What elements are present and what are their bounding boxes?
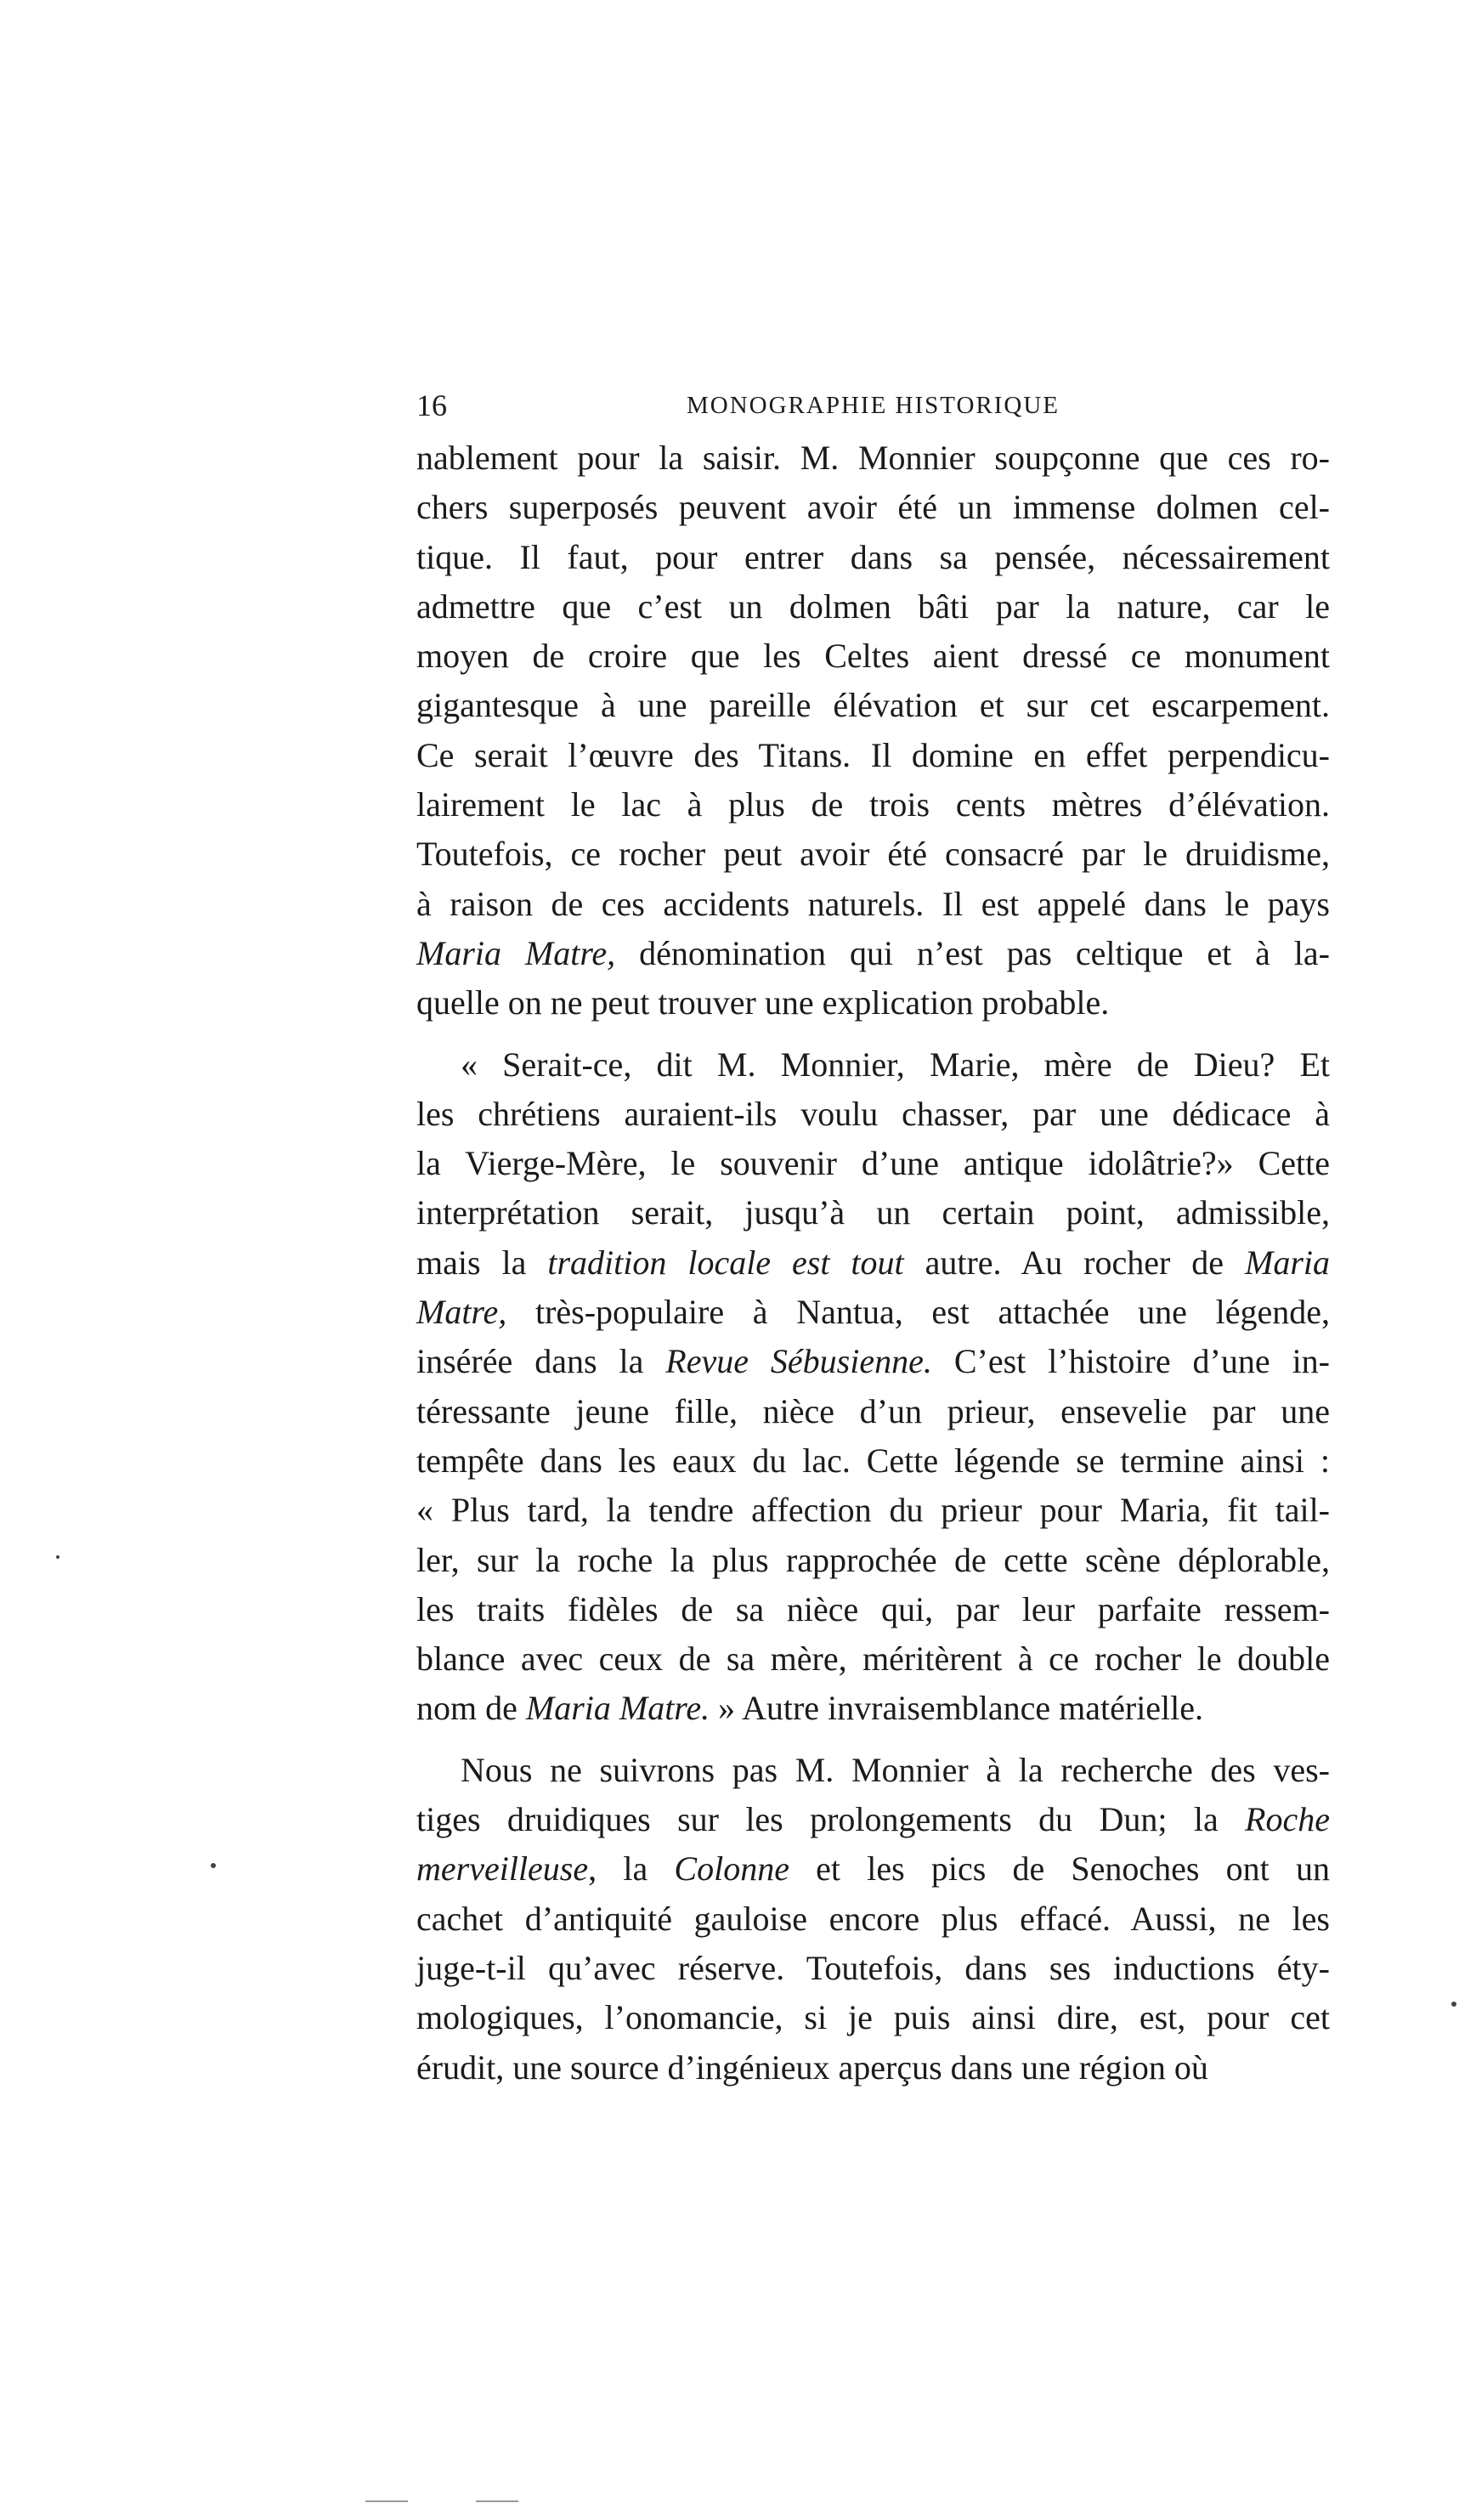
text-line (416, 1536, 1330, 1585)
text-line (416, 880, 1330, 929)
text-run: la Vierge-Mère, le souvenir d’une antique idolâtrie?» Cette (416, 1144, 1330, 1183)
italic-text: tradition locale est tout (547, 1243, 904, 1282)
text-run: gigantesque à une pareille élévation et sur cet escarpement. (416, 686, 1330, 725)
italic-text: merveilleuse (416, 1849, 589, 1889)
text-line (416, 1337, 1330, 1386)
text-line (416, 1844, 1330, 1894)
bottom-rule (476, 2500, 518, 2502)
italic-text: Roche (1245, 1800, 1330, 1839)
text-run: nom de (416, 1689, 526, 1728)
text-line (416, 533, 1330, 582)
italic-text: Colonne (674, 1849, 789, 1889)
text-run: , la (588, 1849, 675, 1889)
text-line (416, 2043, 1330, 2092)
text-line (416, 1894, 1330, 1944)
italic-text: Matre, (416, 1293, 507, 1332)
text-run: nablement pour la saisir. M. Monnier soupçonne que ces ro- (416, 439, 1330, 477)
text-line (416, 1993, 1330, 2042)
text-run: quelle on ne peut trouver une explication probable. (416, 983, 1110, 1022)
text-run: » Autre invraisemblance matérielle. (710, 1689, 1204, 1728)
text-line (416, 681, 1330, 730)
text-run: cachet d’antiquité gauloise encore plus effacé. Aussi, ne les (416, 1899, 1330, 1938)
text-line (416, 631, 1330, 681)
text-line (416, 1288, 1330, 1337)
ink-speck (211, 1863, 216, 1868)
text-run: autre. Au rocher de (903, 1243, 1245, 1282)
text-line (416, 1040, 1330, 1090)
text-run: insérée dans la (416, 1342, 666, 1381)
page-number: 16 (416, 388, 447, 422)
text-run: C’est l’histoire d’une in- (931, 1342, 1331, 1381)
text-run: à raison de ces accidents naturels. Il est appelé dans le pays (416, 884, 1330, 923)
text-run: Nous ne suivrons pas M. Monnier à la recherche des ves- (461, 1750, 1330, 1789)
italic-text: Revue Sébusienne. (665, 1342, 932, 1381)
text-run: dénomination qui n’est pas celtique et à la- (615, 933, 1330, 972)
text-run: lairement le lac à plus de trois cents mètres d’élévation. (416, 785, 1330, 824)
italic-text: Maria Matre. (525, 1689, 710, 1728)
text-line (416, 1634, 1330, 1684)
paragraph (416, 1040, 1330, 1734)
text-run: admettre que c’est un dolmen bâti par la nature, car le (416, 586, 1330, 626)
text-line (416, 830, 1330, 879)
text-line (416, 1238, 1330, 1288)
paragraph (416, 1746, 1330, 2092)
text-line (416, 978, 1330, 1028)
text-run: les chrétiens auraient-ils voulu chasser, par une dédicace à (416, 1094, 1330, 1133)
ink-speck (56, 1555, 59, 1559)
text-line (416, 1795, 1330, 1844)
text-run: téressante jeune fille, nièce d’un prieur, ensevelie par une (416, 1391, 1330, 1430)
paragraph (416, 433, 1330, 1028)
text-line (416, 1944, 1330, 1993)
text-run: « Serait-ce, dit M. Monnier, Marie, mère de Dieu? Et (461, 1045, 1330, 1084)
text-run: ler, sur la roche la plus rapprochée de cette scène déplorable, (416, 1540, 1330, 1579)
text-run: chers superposés peuvent avoir été un immense dolmen cel- (416, 488, 1330, 527)
text-line (416, 1585, 1330, 1634)
italic-text: Maria (1245, 1243, 1330, 1282)
text-run: interprétation serait, jusqu’à un certain point, admissible, (416, 1193, 1330, 1232)
text-run: « Plus tard, la tendre affection du prieur pour Maria, fit tail- (416, 1491, 1330, 1530)
text-line (416, 433, 1330, 483)
text-line (416, 1486, 1330, 1535)
text-run: Toutefois, ce rocher peut avoir été consacré par le druidisme, (416, 835, 1330, 874)
italic-text: Maria Matre, (416, 933, 616, 972)
text-line (416, 582, 1330, 631)
text-line (416, 780, 1330, 830)
page-header (416, 384, 1330, 427)
text-line (416, 1090, 1330, 1139)
text-run: les traits fidèles de sa nièce qui, par leur parfaite ressem- (416, 1589, 1330, 1628)
text-run: juge-t-il qu’avec réserve. Toutefois, dans ses inductions éty- (416, 1948, 1330, 1987)
text-run: mologiques, l’onomancie, si je puis ainsi dire, est, pour cet (416, 1998, 1330, 2037)
ink-speck (1451, 2002, 1456, 2007)
text-line (416, 1746, 1330, 1795)
text-line (416, 1684, 1330, 1733)
text-line (416, 1387, 1330, 1436)
text-run: blance avec ceux de sa mère, méritèrent à ce rocher le double (416, 1639, 1330, 1679)
text-line (416, 1139, 1330, 1188)
text-line (416, 1188, 1330, 1237)
text-run: très-populaire à Nantua, est attachée une légende, (506, 1293, 1330, 1332)
text-run: tiges druidiques sur les prolongements du Dun; la (416, 1800, 1246, 1839)
text-run: Ce serait l’œuvre des Titans. Il domine en effet perpendicu- (416, 735, 1330, 774)
text-line (416, 483, 1330, 532)
text-run: mais la (416, 1243, 548, 1282)
text-line (416, 731, 1330, 780)
text-run: et les pics de Senoches ont un (789, 1849, 1330, 1889)
body-text (416, 433, 1330, 2092)
text-run: érudit, une source d’ingénieux aperçus dans une région où (416, 2047, 1208, 2087)
running-title: MONOGRAPHIE HISTORIQUE (687, 392, 1060, 419)
bottom-rule (365, 2500, 408, 2502)
text-line (416, 929, 1330, 978)
text-run: tempête dans les eaux du lac. Cette légende se termine ainsi : (416, 1441, 1330, 1480)
text-run: moyen de croire que les Celtes aient dressé ce monument (416, 637, 1330, 676)
text-run: tique. Il faut, pour entrer dans sa pensée, nécessairement (416, 537, 1330, 576)
text-line (416, 1436, 1330, 1486)
